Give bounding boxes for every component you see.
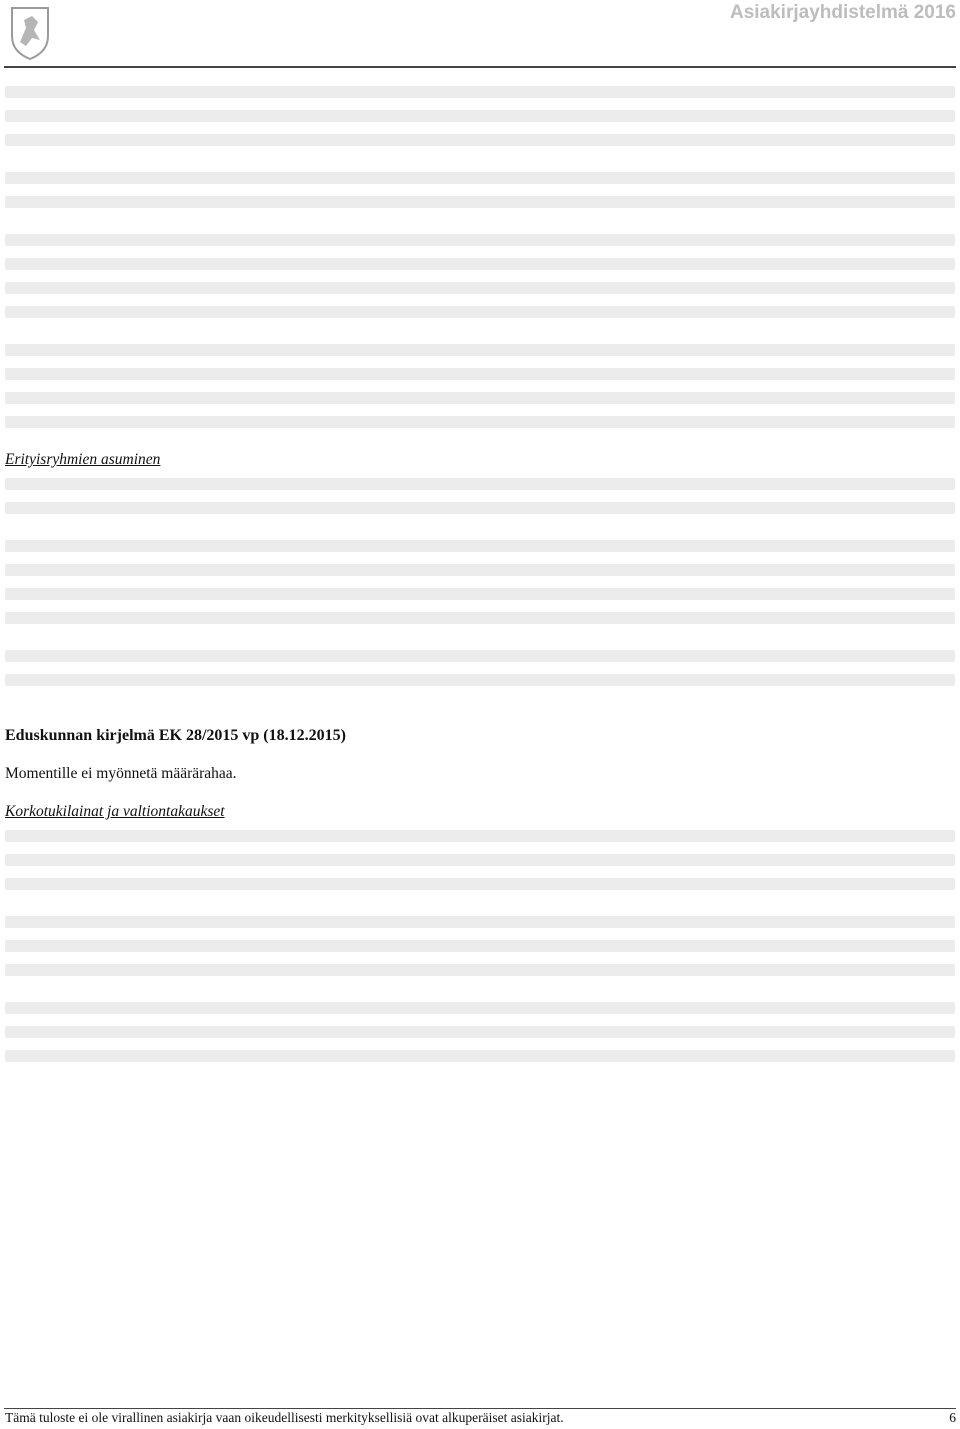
subheading: Korkotukilainat ja valtiontakaukset — [5, 803, 225, 820]
section-title: Eduskunnan kirjelmä EK 28/2015 vp (18.12.2015) — [5, 727, 346, 744]
footer-divider — [4, 1408, 956, 1409]
paragraph — [5, 644, 955, 692]
section-note: Momentille ei myönnetä määrärahaa. — [5, 765, 237, 782]
paragraph — [5, 824, 955, 896]
page-number: 6 — [949, 1410, 956, 1425]
document-body — [5, 80, 955, 1082]
paragraph — [5, 910, 955, 982]
paragraph — [5, 166, 955, 214]
paragraph — [5, 80, 955, 152]
document-title: Asiakirjayhdistelmä 2016 — [729, 2, 956, 23]
paragraph — [5, 534, 955, 630]
paragraph — [5, 472, 955, 520]
paragraph — [5, 338, 955, 434]
paragraph — [5, 996, 955, 1068]
paragraph — [5, 228, 955, 324]
header-divider — [4, 66, 956, 68]
page-footer — [5, 1410, 956, 1426]
page-header — [0, 0, 960, 70]
finnish-lion-crest-icon — [4, 2, 56, 62]
footer-note: Tämä tuloste ei ole virallinen asiakirja vaan oikeudellisesti merkityksellisiä ovat alkuperäiset asiakirjat. — [5, 1410, 564, 1425]
subheading: Erityisryhmien asuminen — [5, 451, 161, 468]
